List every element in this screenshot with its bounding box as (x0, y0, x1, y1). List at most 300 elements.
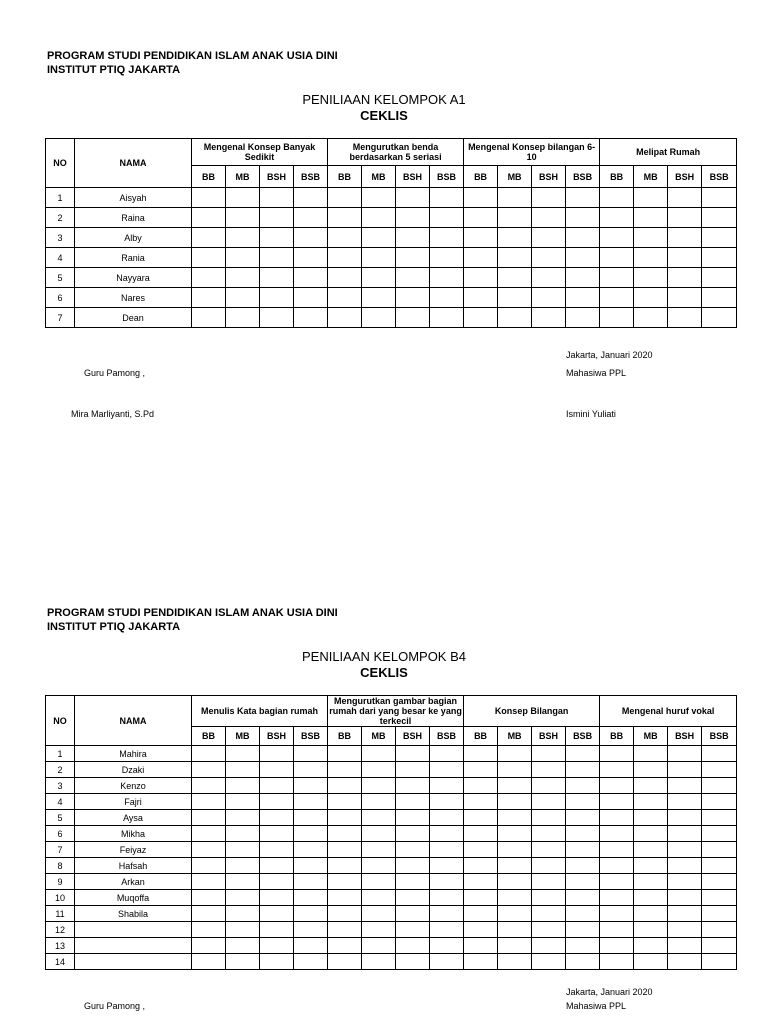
check-cell[interactable] (294, 810, 328, 826)
check-cell[interactable] (600, 188, 634, 208)
check-cell[interactable] (532, 188, 566, 208)
check-cell[interactable] (702, 778, 737, 794)
check-cell[interactable] (634, 288, 668, 308)
check-cell[interactable] (464, 826, 498, 842)
check-cell[interactable] (396, 842, 430, 858)
check-cell[interactable] (668, 208, 702, 228)
check-cell[interactable] (566, 842, 600, 858)
check-cell[interactable] (328, 954, 362, 970)
check-cell[interactable] (226, 906, 260, 922)
check-cell[interactable] (192, 762, 226, 778)
check-cell[interactable] (260, 826, 294, 842)
check-cell[interactable] (294, 922, 328, 938)
check-cell[interactable] (600, 762, 634, 778)
check-cell[interactable] (192, 826, 226, 842)
check-cell[interactable] (430, 938, 464, 954)
check-cell[interactable] (396, 858, 430, 874)
check-cell[interactable] (464, 890, 498, 906)
check-cell[interactable] (328, 922, 362, 938)
check-cell[interactable] (702, 922, 737, 938)
check-cell[interactable] (362, 778, 396, 794)
check-cell[interactable] (192, 794, 226, 810)
check-cell[interactable] (464, 858, 498, 874)
check-cell[interactable] (396, 746, 430, 762)
check-cell[interactable] (192, 208, 226, 228)
check-cell[interactable] (634, 188, 668, 208)
check-cell[interactable] (430, 778, 464, 794)
check-cell[interactable] (362, 954, 396, 970)
check-cell[interactable] (226, 228, 260, 248)
check-cell[interactable] (464, 842, 498, 858)
check-cell[interactable] (532, 228, 566, 248)
check-cell[interactable] (702, 248, 737, 268)
check-cell[interactable] (702, 268, 737, 288)
check-cell[interactable] (634, 228, 668, 248)
check-cell[interactable] (702, 842, 737, 858)
check-cell[interactable] (328, 826, 362, 842)
check-cell[interactable] (668, 248, 702, 268)
check-cell[interactable] (328, 188, 362, 208)
check-cell[interactable] (532, 248, 566, 268)
check-cell[interactable] (294, 268, 328, 288)
check-cell[interactable] (294, 308, 328, 328)
check-cell[interactable] (362, 842, 396, 858)
check-cell[interactable] (668, 288, 702, 308)
check-cell[interactable] (192, 906, 226, 922)
check-cell[interactable] (328, 938, 362, 954)
check-cell[interactable] (328, 248, 362, 268)
check-cell[interactable] (260, 906, 294, 922)
check-cell[interactable] (498, 208, 532, 228)
check-cell[interactable] (396, 874, 430, 890)
check-cell[interactable] (668, 308, 702, 328)
check-cell[interactable] (668, 762, 702, 778)
check-cell[interactable] (260, 268, 294, 288)
check-cell[interactable] (702, 288, 737, 308)
check-cell[interactable] (260, 778, 294, 794)
check-cell[interactable] (294, 874, 328, 890)
check-cell[interactable] (532, 778, 566, 794)
check-cell[interactable] (430, 228, 464, 248)
check-cell[interactable] (192, 188, 226, 208)
check-cell[interactable] (498, 248, 532, 268)
check-cell[interactable] (668, 874, 702, 890)
check-cell[interactable] (362, 938, 396, 954)
check-cell[interactable] (294, 826, 328, 842)
check-cell[interactable] (464, 954, 498, 970)
check-cell[interactable] (532, 288, 566, 308)
check-cell[interactable] (532, 890, 566, 906)
check-cell[interactable] (226, 794, 260, 810)
check-cell[interactable] (634, 778, 668, 794)
check-cell[interactable] (328, 858, 362, 874)
check-cell[interactable] (702, 954, 737, 970)
check-cell[interactable] (430, 208, 464, 228)
check-cell[interactable] (668, 954, 702, 970)
check-cell[interactable] (702, 188, 737, 208)
check-cell[interactable] (634, 890, 668, 906)
check-cell[interactable] (600, 810, 634, 826)
check-cell[interactable] (532, 208, 566, 228)
check-cell[interactable] (566, 954, 600, 970)
check-cell[interactable] (396, 308, 430, 328)
check-cell[interactable] (192, 308, 226, 328)
check-cell[interactable] (668, 906, 702, 922)
check-cell[interactable] (702, 308, 737, 328)
check-cell[interactable] (532, 826, 566, 842)
check-cell[interactable] (634, 248, 668, 268)
check-cell[interactable] (328, 874, 362, 890)
check-cell[interactable] (464, 922, 498, 938)
check-cell[interactable] (498, 746, 532, 762)
check-cell[interactable] (430, 188, 464, 208)
check-cell[interactable] (396, 890, 430, 906)
check-cell[interactable] (634, 762, 668, 778)
check-cell[interactable] (362, 308, 396, 328)
check-cell[interactable] (532, 746, 566, 762)
check-cell[interactable] (362, 288, 396, 308)
check-cell[interactable] (226, 268, 260, 288)
check-cell[interactable] (566, 248, 600, 268)
check-cell[interactable] (532, 308, 566, 328)
check-cell[interactable] (498, 810, 532, 826)
check-cell[interactable] (226, 778, 260, 794)
check-cell[interactable] (328, 308, 362, 328)
check-cell[interactable] (566, 746, 600, 762)
check-cell[interactable] (566, 826, 600, 842)
check-cell[interactable] (430, 954, 464, 970)
check-cell[interactable] (192, 810, 226, 826)
check-cell[interactable] (430, 922, 464, 938)
check-cell[interactable] (192, 890, 226, 906)
check-cell[interactable] (532, 858, 566, 874)
check-cell[interactable] (634, 922, 668, 938)
check-cell[interactable] (260, 746, 294, 762)
check-cell[interactable] (600, 858, 634, 874)
check-cell[interactable] (260, 308, 294, 328)
check-cell[interactable] (566, 794, 600, 810)
check-cell[interactable] (668, 810, 702, 826)
check-cell[interactable] (532, 842, 566, 858)
check-cell[interactable] (600, 938, 634, 954)
check-cell[interactable] (328, 890, 362, 906)
check-cell[interactable] (362, 248, 396, 268)
check-cell[interactable] (566, 938, 600, 954)
check-cell[interactable] (260, 810, 294, 826)
check-cell[interactable] (668, 188, 702, 208)
check-cell[interactable] (498, 890, 532, 906)
check-cell[interactable] (362, 906, 396, 922)
check-cell[interactable] (328, 228, 362, 248)
check-cell[interactable] (464, 938, 498, 954)
check-cell[interactable] (260, 208, 294, 228)
check-cell[interactable] (668, 778, 702, 794)
check-cell[interactable] (294, 842, 328, 858)
check-cell[interactable] (566, 288, 600, 308)
check-cell[interactable] (600, 954, 634, 970)
check-cell[interactable] (294, 858, 328, 874)
check-cell[interactable] (498, 858, 532, 874)
check-cell[interactable] (702, 874, 737, 890)
check-cell[interactable] (464, 188, 498, 208)
check-cell[interactable] (396, 248, 430, 268)
check-cell[interactable] (566, 810, 600, 826)
check-cell[interactable] (668, 890, 702, 906)
check-cell[interactable] (668, 746, 702, 762)
check-cell[interactable] (328, 208, 362, 228)
check-cell[interactable] (362, 746, 396, 762)
check-cell[interactable] (396, 826, 430, 842)
check-cell[interactable] (600, 874, 634, 890)
check-cell[interactable] (362, 762, 396, 778)
check-cell[interactable] (634, 208, 668, 228)
check-cell[interactable] (498, 906, 532, 922)
check-cell[interactable] (430, 288, 464, 308)
check-cell[interactable] (430, 248, 464, 268)
check-cell[interactable] (532, 874, 566, 890)
check-cell[interactable] (498, 922, 532, 938)
check-cell[interactable] (226, 810, 260, 826)
check-cell[interactable] (634, 954, 668, 970)
check-cell[interactable] (464, 288, 498, 308)
check-cell[interactable] (464, 906, 498, 922)
check-cell[interactable] (566, 268, 600, 288)
check-cell[interactable] (498, 874, 532, 890)
check-cell[interactable] (396, 906, 430, 922)
check-cell[interactable] (260, 288, 294, 308)
check-cell[interactable] (226, 762, 260, 778)
check-cell[interactable] (566, 188, 600, 208)
check-cell[interactable] (192, 248, 226, 268)
check-cell[interactable] (668, 228, 702, 248)
check-cell[interactable] (294, 906, 328, 922)
check-cell[interactable] (396, 794, 430, 810)
check-cell[interactable] (498, 826, 532, 842)
check-cell[interactable] (226, 874, 260, 890)
check-cell[interactable] (668, 268, 702, 288)
check-cell[interactable] (566, 890, 600, 906)
check-cell[interactable] (430, 268, 464, 288)
check-cell[interactable] (328, 842, 362, 858)
check-cell[interactable] (294, 890, 328, 906)
check-cell[interactable] (668, 922, 702, 938)
check-cell[interactable] (328, 288, 362, 308)
check-cell[interactable] (430, 906, 464, 922)
check-cell[interactable] (396, 208, 430, 228)
check-cell[interactable] (260, 922, 294, 938)
check-cell[interactable] (260, 188, 294, 208)
check-cell[interactable] (226, 248, 260, 268)
check-cell[interactable] (600, 308, 634, 328)
check-cell[interactable] (532, 794, 566, 810)
check-cell[interactable] (702, 228, 737, 248)
check-cell[interactable] (668, 826, 702, 842)
check-cell[interactable] (328, 778, 362, 794)
check-cell[interactable] (464, 762, 498, 778)
check-cell[interactable] (634, 842, 668, 858)
check-cell[interactable] (192, 268, 226, 288)
check-cell[interactable] (702, 858, 737, 874)
check-cell[interactable] (702, 762, 737, 778)
check-cell[interactable] (294, 762, 328, 778)
check-cell[interactable] (226, 288, 260, 308)
check-cell[interactable] (532, 810, 566, 826)
check-cell[interactable] (192, 938, 226, 954)
check-cell[interactable] (226, 208, 260, 228)
check-cell[interactable] (464, 794, 498, 810)
check-cell[interactable] (600, 228, 634, 248)
check-cell[interactable] (294, 248, 328, 268)
check-cell[interactable] (226, 826, 260, 842)
check-cell[interactable] (634, 268, 668, 288)
check-cell[interactable] (532, 938, 566, 954)
check-cell[interactable] (396, 188, 430, 208)
check-cell[interactable] (294, 954, 328, 970)
check-cell[interactable] (294, 746, 328, 762)
check-cell[interactable] (294, 188, 328, 208)
check-cell[interactable] (464, 228, 498, 248)
check-cell[interactable] (498, 794, 532, 810)
check-cell[interactable] (362, 810, 396, 826)
check-cell[interactable] (260, 794, 294, 810)
check-cell[interactable] (226, 308, 260, 328)
check-cell[interactable] (430, 794, 464, 810)
check-cell[interactable] (294, 794, 328, 810)
check-cell[interactable] (566, 906, 600, 922)
check-cell[interactable] (532, 922, 566, 938)
check-cell[interactable] (566, 858, 600, 874)
check-cell[interactable] (192, 858, 226, 874)
check-cell[interactable] (532, 906, 566, 922)
check-cell[interactable] (566, 308, 600, 328)
check-cell[interactable] (498, 938, 532, 954)
check-cell[interactable] (430, 858, 464, 874)
check-cell[interactable] (464, 308, 498, 328)
check-cell[interactable] (192, 288, 226, 308)
check-cell[interactable] (226, 746, 260, 762)
check-cell[interactable] (634, 858, 668, 874)
check-cell[interactable] (362, 890, 396, 906)
check-cell[interactable] (294, 208, 328, 228)
check-cell[interactable] (192, 746, 226, 762)
check-cell[interactable] (566, 922, 600, 938)
check-cell[interactable] (430, 308, 464, 328)
check-cell[interactable] (396, 954, 430, 970)
check-cell[interactable] (566, 228, 600, 248)
check-cell[interactable] (362, 922, 396, 938)
check-cell[interactable] (600, 746, 634, 762)
check-cell[interactable] (362, 826, 396, 842)
check-cell[interactable] (634, 938, 668, 954)
check-cell[interactable] (600, 826, 634, 842)
check-cell[interactable] (362, 228, 396, 248)
check-cell[interactable] (498, 954, 532, 970)
check-cell[interactable] (498, 288, 532, 308)
check-cell[interactable] (294, 228, 328, 248)
check-cell[interactable] (226, 890, 260, 906)
check-cell[interactable] (600, 208, 634, 228)
check-cell[interactable] (260, 858, 294, 874)
check-cell[interactable] (362, 208, 396, 228)
check-cell[interactable] (192, 778, 226, 794)
check-cell[interactable] (600, 842, 634, 858)
check-cell[interactable] (634, 746, 668, 762)
check-cell[interactable] (668, 842, 702, 858)
check-cell[interactable] (702, 890, 737, 906)
check-cell[interactable] (396, 268, 430, 288)
check-cell[interactable] (566, 208, 600, 228)
check-cell[interactable] (328, 794, 362, 810)
check-cell[interactable] (294, 778, 328, 794)
check-cell[interactable] (668, 938, 702, 954)
check-cell[interactable] (498, 762, 532, 778)
check-cell[interactable] (260, 874, 294, 890)
check-cell[interactable] (634, 874, 668, 890)
check-cell[interactable] (634, 906, 668, 922)
check-cell[interactable] (498, 842, 532, 858)
check-cell[interactable] (464, 874, 498, 890)
check-cell[interactable] (430, 826, 464, 842)
check-cell[interactable] (430, 762, 464, 778)
check-cell[interactable] (260, 228, 294, 248)
check-cell[interactable] (600, 268, 634, 288)
check-cell[interactable] (464, 248, 498, 268)
check-cell[interactable] (362, 858, 396, 874)
check-cell[interactable] (464, 208, 498, 228)
check-cell[interactable] (396, 762, 430, 778)
check-cell[interactable] (668, 794, 702, 810)
check-cell[interactable] (566, 778, 600, 794)
check-cell[interactable] (192, 954, 226, 970)
check-cell[interactable] (600, 890, 634, 906)
check-cell[interactable] (260, 954, 294, 970)
check-cell[interactable] (566, 762, 600, 778)
check-cell[interactable] (192, 842, 226, 858)
check-cell[interactable] (464, 778, 498, 794)
check-cell[interactable] (498, 268, 532, 288)
check-cell[interactable] (294, 938, 328, 954)
check-cell[interactable] (464, 268, 498, 288)
check-cell[interactable] (192, 922, 226, 938)
check-cell[interactable] (328, 746, 362, 762)
check-cell[interactable] (702, 938, 737, 954)
check-cell[interactable] (566, 874, 600, 890)
check-cell[interactable] (532, 762, 566, 778)
check-cell[interactable] (634, 826, 668, 842)
check-cell[interactable] (328, 906, 362, 922)
check-cell[interactable] (226, 842, 260, 858)
check-cell[interactable] (430, 810, 464, 826)
check-cell[interactable] (498, 188, 532, 208)
check-cell[interactable] (464, 810, 498, 826)
check-cell[interactable] (396, 922, 430, 938)
check-cell[interactable] (226, 938, 260, 954)
check-cell[interactable] (396, 938, 430, 954)
check-cell[interactable] (260, 762, 294, 778)
check-cell[interactable] (430, 874, 464, 890)
check-cell[interactable] (362, 188, 396, 208)
check-cell[interactable] (328, 762, 362, 778)
check-cell[interactable] (430, 842, 464, 858)
check-cell[interactable] (532, 954, 566, 970)
check-cell[interactable] (396, 810, 430, 826)
check-cell[interactable] (260, 938, 294, 954)
check-cell[interactable] (668, 858, 702, 874)
check-cell[interactable] (294, 288, 328, 308)
check-cell[interactable] (600, 288, 634, 308)
check-cell[interactable] (634, 794, 668, 810)
check-cell[interactable] (600, 778, 634, 794)
